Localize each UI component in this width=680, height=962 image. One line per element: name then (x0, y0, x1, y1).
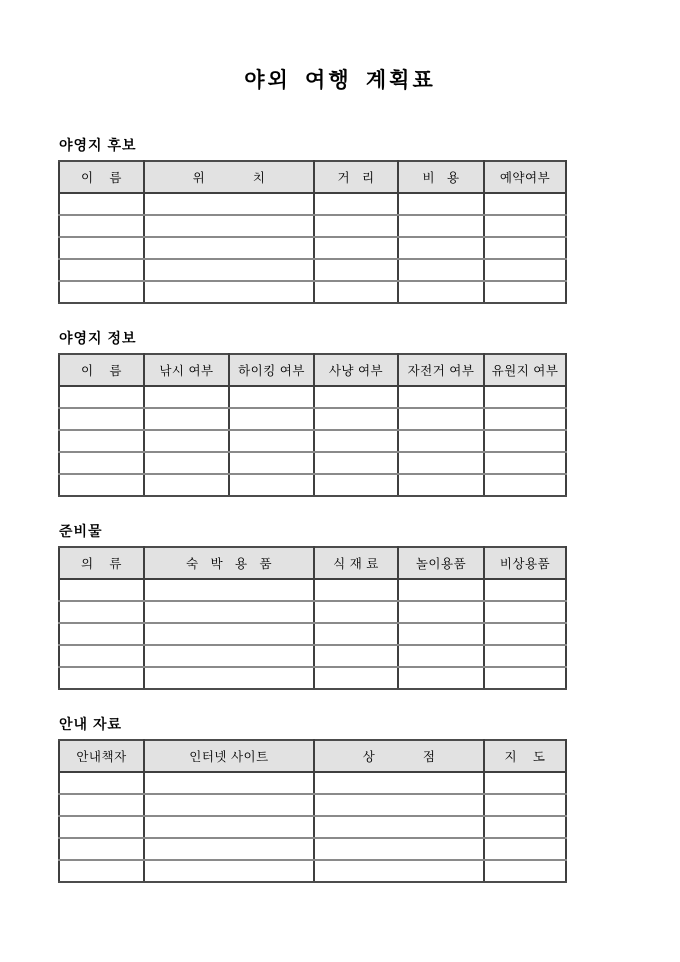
empty-form-cell[interactable] (484, 452, 566, 474)
empty-form-cell[interactable] (144, 794, 314, 816)
empty-form-cell[interactable] (398, 667, 484, 689)
section-campsite-candidates (58, 138, 565, 304)
empty-form-cell[interactable] (59, 215, 144, 237)
column-header: 식 재 료 (314, 547, 398, 579)
empty-form-cell[interactable] (398, 601, 484, 623)
column-header: 위 치 (144, 161, 314, 193)
empty-form-cell[interactable] (314, 860, 484, 882)
empty-form-cell[interactable] (144, 623, 314, 645)
empty-form-cell[interactable] (398, 452, 484, 474)
empty-form-cell[interactable] (59, 667, 144, 689)
document-title: 야외 여행 계획표 (244, 68, 436, 92)
empty-form-cell[interactable] (314, 601, 398, 623)
empty-form-cell[interactable] (314, 237, 398, 259)
section-campsite-info (58, 331, 565, 497)
empty-form-cell[interactable] (484, 259, 566, 281)
table-row (59, 794, 566, 816)
column-header: 비상용품 (484, 547, 566, 579)
empty-form-cell[interactable] (314, 193, 398, 215)
empty-form-cell[interactable] (314, 772, 484, 794)
empty-form-cell[interactable] (314, 386, 398, 408)
empty-form-cell[interactable] (484, 474, 566, 496)
empty-form-cell[interactable] (229, 474, 314, 496)
empty-form-cell[interactable] (144, 237, 314, 259)
empty-form-cell[interactable] (398, 645, 484, 667)
column-header: 자전거 여부 (398, 354, 484, 386)
sections-container (58, 138, 565, 883)
column-header: 유원지 여부 (484, 354, 566, 386)
empty-form-cell[interactable] (59, 237, 144, 259)
column-header: 안내책자 (59, 740, 144, 772)
header-row (59, 547, 566, 579)
empty-form-cell[interactable] (144, 408, 229, 430)
table-row (59, 838, 566, 860)
empty-form-cell[interactable] (484, 601, 566, 623)
empty-form-cell[interactable] (398, 237, 484, 259)
empty-form-cell[interactable] (314, 816, 484, 838)
empty-form-cell[interactable] (144, 430, 229, 452)
empty-form-cell[interactable] (398, 215, 484, 237)
empty-form-cell[interactable] (314, 794, 484, 816)
header-row (59, 161, 566, 193)
section-guide-materials (58, 717, 565, 883)
table-row (59, 259, 566, 281)
empty-form-cell[interactable] (144, 860, 314, 882)
column-header: 의 류 (59, 547, 144, 579)
table-row (59, 579, 566, 601)
empty-form-cell[interactable] (314, 215, 398, 237)
empty-form-cell[interactable] (314, 579, 398, 601)
header-row (59, 740, 566, 772)
section-label-campsite-info: 야영지 정보 (59, 330, 137, 346)
empty-form-cell[interactable] (484, 215, 566, 237)
empty-form-cell[interactable] (59, 838, 144, 860)
empty-form-cell[interactable] (144, 386, 229, 408)
empty-form-cell[interactable] (144, 579, 314, 601)
column-header: 사냥 여부 (314, 354, 398, 386)
empty-form-cell[interactable] (144, 772, 314, 794)
column-header: 놀이용품 (398, 547, 484, 579)
empty-form-cell[interactable] (314, 623, 398, 645)
table-row (59, 386, 566, 408)
empty-form-cell[interactable] (484, 386, 566, 408)
empty-form-cell[interactable] (59, 645, 144, 667)
table-row (59, 645, 566, 667)
column-header: 숙 박 용 품 (144, 547, 314, 579)
empty-form-cell[interactable] (59, 772, 144, 794)
empty-form-cell[interactable] (484, 281, 566, 303)
column-header: 낚시 여부 (144, 354, 229, 386)
empty-form-cell[interactable] (59, 623, 144, 645)
table-row (59, 601, 566, 623)
empty-form-cell[interactable] (59, 193, 144, 215)
empty-form-cell[interactable] (144, 667, 314, 689)
empty-form-cell[interactable] (59, 794, 144, 816)
table-row (59, 215, 566, 237)
column-header: 거 리 (314, 161, 398, 193)
empty-form-cell[interactable] (314, 408, 398, 430)
empty-form-cell[interactable] (59, 281, 144, 303)
column-header: 하이킹 여부 (229, 354, 314, 386)
empty-form-cell[interactable] (314, 452, 398, 474)
empty-form-cell[interactable] (398, 408, 484, 430)
table-row (59, 772, 566, 794)
empty-form-cell[interactable] (484, 816, 566, 838)
empty-form-cell[interactable] (484, 772, 566, 794)
empty-form-cell[interactable] (59, 474, 144, 496)
empty-form-cell[interactable] (144, 601, 314, 623)
empty-form-cell[interactable] (484, 408, 566, 430)
empty-form-cell[interactable] (144, 215, 314, 237)
empty-form-cell[interactable] (484, 645, 566, 667)
empty-form-cell[interactable] (144, 816, 314, 838)
empty-form-cell[interactable] (144, 452, 229, 474)
table-guide-materials (58, 739, 567, 883)
empty-form-cell[interactable] (314, 838, 484, 860)
empty-form-cell[interactable] (484, 623, 566, 645)
empty-form-cell[interactable] (59, 860, 144, 882)
empty-form-cell[interactable] (59, 259, 144, 281)
empty-form-cell[interactable] (398, 474, 484, 496)
empty-form-cell[interactable] (144, 259, 314, 281)
table-campsite-info (58, 353, 567, 497)
empty-form-cell[interactable] (484, 860, 566, 882)
empty-form-cell[interactable] (59, 601, 144, 623)
table-row (59, 452, 566, 474)
column-header: 이 름 (59, 354, 144, 386)
empty-form-cell[interactable] (144, 474, 229, 496)
table-row (59, 474, 566, 496)
column-header: 이 름 (59, 161, 144, 193)
table-campsite-candidates (58, 160, 567, 304)
empty-form-cell[interactable] (484, 193, 566, 215)
empty-form-cell[interactable] (144, 281, 314, 303)
empty-form-cell[interactable] (314, 474, 398, 496)
empty-form-cell[interactable] (229, 430, 314, 452)
empty-form-cell[interactable] (144, 645, 314, 667)
empty-form-cell[interactable] (314, 667, 398, 689)
section-label-campsite-candidates: 야영지 후보 (59, 137, 137, 153)
empty-form-cell[interactable] (484, 838, 566, 860)
empty-form-cell[interactable] (398, 430, 484, 452)
empty-form-cell[interactable] (314, 645, 398, 667)
empty-form-cell[interactable] (229, 452, 314, 474)
empty-form-cell[interactable] (484, 579, 566, 601)
table-supplies (58, 546, 567, 690)
empty-form-cell[interactable] (484, 667, 566, 689)
empty-form-cell[interactable] (398, 281, 484, 303)
table-row (59, 860, 566, 882)
empty-form-cell[interactable] (144, 193, 314, 215)
table-row (59, 623, 566, 645)
table-row (59, 281, 566, 303)
column-header: 비 용 (398, 161, 484, 193)
table-row (59, 408, 566, 430)
empty-form-cell[interactable] (484, 794, 566, 816)
table-row (59, 816, 566, 838)
section-supplies (58, 524, 565, 690)
empty-form-cell[interactable] (59, 386, 144, 408)
empty-form-cell[interactable] (398, 193, 484, 215)
empty-form-cell[interactable] (229, 408, 314, 430)
empty-form-cell[interactable] (229, 386, 314, 408)
empty-form-cell[interactable] (59, 430, 144, 452)
section-label-guide-materials: 안내 자료 (59, 716, 122, 732)
empty-form-cell[interactable] (398, 386, 484, 408)
column-header: 인터넷 사이트 (144, 740, 314, 772)
table-row (59, 667, 566, 689)
empty-form-cell[interactable] (398, 579, 484, 601)
empty-form-cell[interactable] (398, 623, 484, 645)
column-header: 예약여부 (484, 161, 566, 193)
empty-form-cell[interactable] (59, 579, 144, 601)
empty-form-cell[interactable] (59, 452, 144, 474)
empty-form-cell[interactable] (144, 838, 314, 860)
empty-form-cell[interactable] (59, 408, 144, 430)
header-row (59, 354, 566, 386)
section-label-supplies: 준비물 (59, 523, 103, 539)
empty-form-cell[interactable] (59, 816, 144, 838)
column-header: 상 점 (314, 740, 484, 772)
empty-form-cell[interactable] (484, 237, 566, 259)
table-row (59, 193, 566, 215)
column-header: 지 도 (484, 740, 566, 772)
table-row (59, 237, 566, 259)
empty-form-cell[interactable] (314, 281, 398, 303)
empty-form-cell[interactable] (314, 430, 398, 452)
empty-form-cell[interactable] (484, 430, 566, 452)
empty-form-cell[interactable] (398, 259, 484, 281)
empty-form-cell[interactable] (314, 259, 398, 281)
table-row (59, 430, 566, 452)
